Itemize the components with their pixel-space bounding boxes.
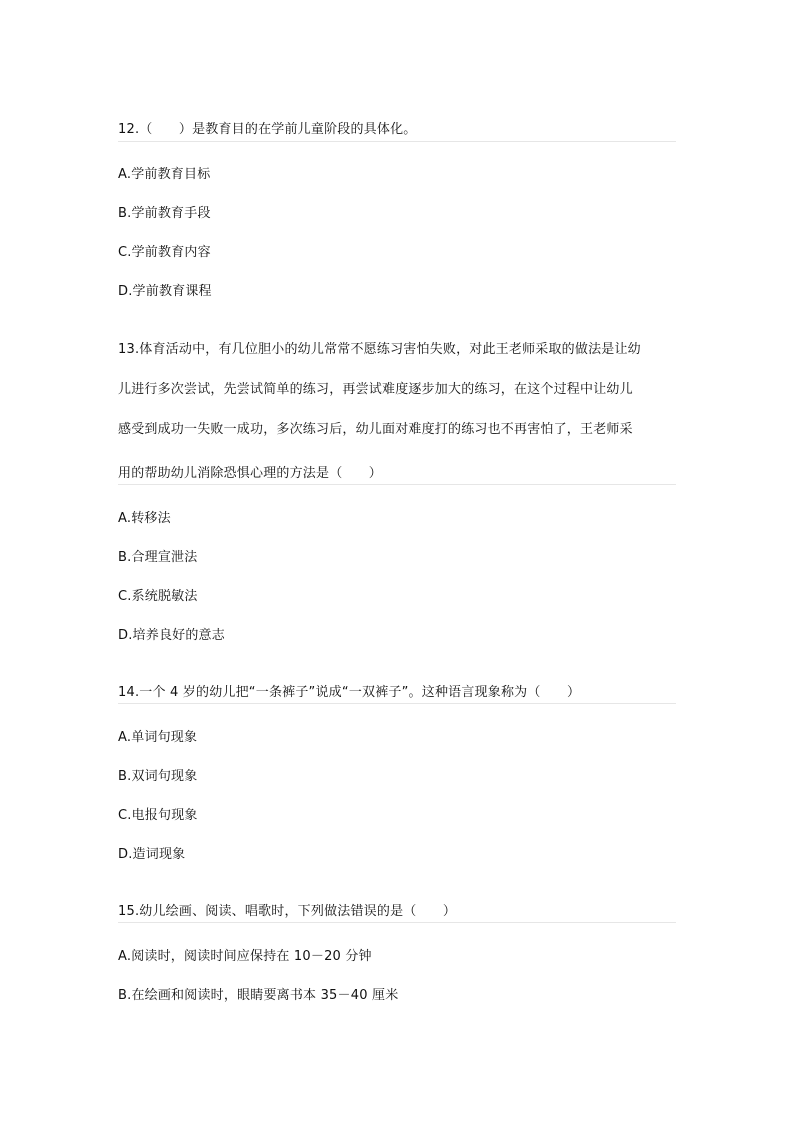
question-12-stem: 12.（ ）是教育目的在学前儿童阶段的具体化。 (118, 122, 417, 137)
question-12-option-d: D.学前教育课程 (118, 284, 212, 299)
question-13-stem-line-1: 13.体育活动中，有几位胆小的幼儿常常不愿练习害怕失败，对此王老师采取的做法是让幼 (118, 342, 641, 357)
question-13-option-c: C.系统脱敏法 (118, 589, 198, 604)
question-13-stem-line-3: 感受到成功一失败一成功，多次练习后，幼儿面对难度打的练习也不再害怕了，王老师采 (118, 422, 633, 437)
question-13-underline (118, 484, 676, 485)
question-15-option-b: B.在绘画和阅读时，眼睛要离书本 35－40 厘米 (118, 988, 399, 1003)
question-12-underline (118, 141, 676, 142)
question-14-option-a: A.单词句现象 (118, 730, 198, 745)
question-15-option-a: A.阅读时，阅读时间应保持在 10－20 分钟 (118, 949, 372, 964)
question-12-option-a: A.学前教育目标 (118, 167, 211, 182)
question-14-option-b: B.双词句现象 (118, 769, 198, 784)
question-13-stem-line-4: 用的帮助幼儿消除恐惧心理的方法是（ ） (118, 466, 383, 481)
question-12-option-b: B.学前教育手段 (118, 206, 211, 221)
question-13-stem-line-2: 儿进行多次尝试，先尝试简单的练习，再尝试难度逐步加大的练习，在这个过程中让幼儿 (118, 382, 633, 397)
question-13-option-a: A.转移法 (118, 511, 171, 526)
question-15-underline (118, 922, 676, 923)
question-14-stem: 14.一个 4 岁的幼儿把“一条裤子”说成“一双裤子”。这种语言现象称为（ ） (118, 685, 581, 700)
question-12-option-c: C.学前教育内容 (118, 245, 211, 260)
question-13-option-d: D.培养良好的意志 (118, 628, 225, 643)
question-14-option-d: D.造词现象 (118, 847, 186, 862)
question-13-option-b: B.合理宣泄法 (118, 550, 198, 565)
question-14-underline (118, 703, 676, 704)
question-14-option-c: C.电报句现象 (118, 808, 198, 823)
question-15-stem: 15.幼儿绘画、阅读、唱歌时，下列做法错误的是（ ） (118, 904, 457, 919)
